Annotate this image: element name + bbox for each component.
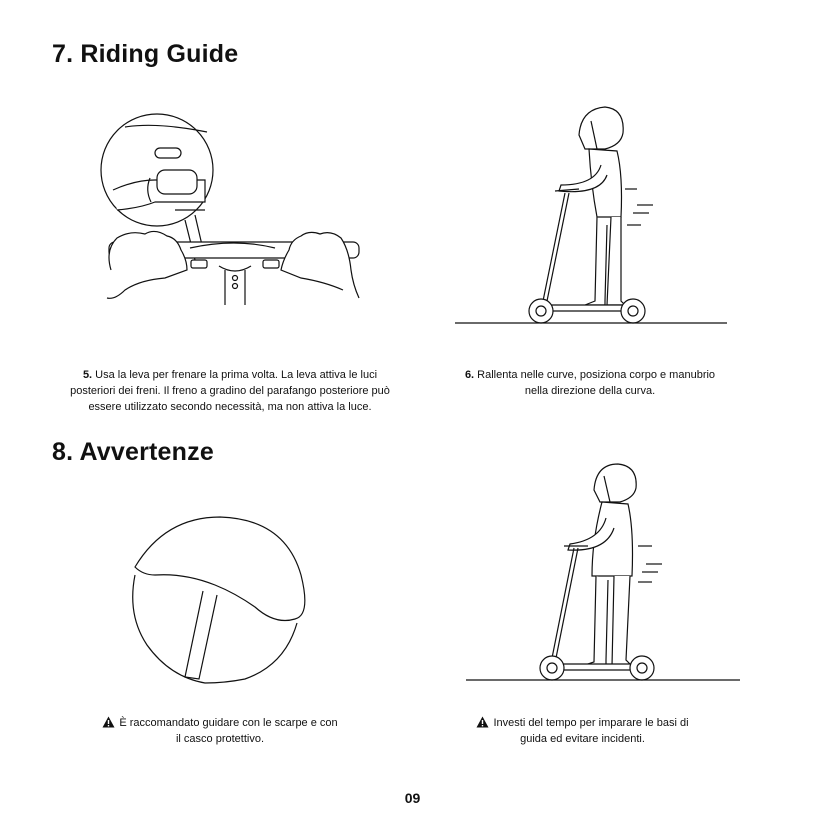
step-number: 6. — [464, 369, 475, 381]
step-text: Rallenta nelle curve, posiziona corpo e manubrio — [474, 369, 716, 381]
warning-text: il casco protettivo. — [175, 733, 265, 745]
warning-caption-learn-basics — [445, 715, 720, 747]
step-5-caption — [45, 367, 415, 415]
step-text: Usa la leva per frenare la prima volta. La leva attiva le luci — [92, 369, 378, 381]
step-text: essere utilizzato secondo necessità, ma non attiva la luce. — [88, 401, 372, 413]
warning-triangle-icon — [102, 716, 115, 728]
rider-standing-illustration — [466, 460, 741, 685]
section-title-riding-guide: 7. Riding Guide — [52, 40, 239, 68]
brake-lever-illustration — [95, 110, 375, 305]
rider-turning-illustration — [455, 105, 730, 330]
warning-text: guida ed evitare incidenti. — [520, 733, 645, 745]
warning-text: Investi del tempo per imparare le basi di — [493, 717, 689, 729]
section-title-avvertenze: 8. Avvertenze — [52, 438, 214, 466]
warning-text: È raccomandato guidare con le scarpe e con — [119, 717, 338, 729]
step-number: 5. — [82, 369, 93, 381]
step-6-caption — [425, 367, 755, 399]
warning-caption-shoes-helmet — [75, 715, 365, 747]
step-text: nella direzione della curva. — [524, 385, 656, 397]
step-text: posteriori dei freni. Il freno a gradino del parafango posteriore può — [70, 385, 390, 397]
helmet-illustration — [125, 515, 310, 685]
page-number: 09 — [404, 790, 421, 806]
warning-triangle-icon — [476, 716, 489, 728]
